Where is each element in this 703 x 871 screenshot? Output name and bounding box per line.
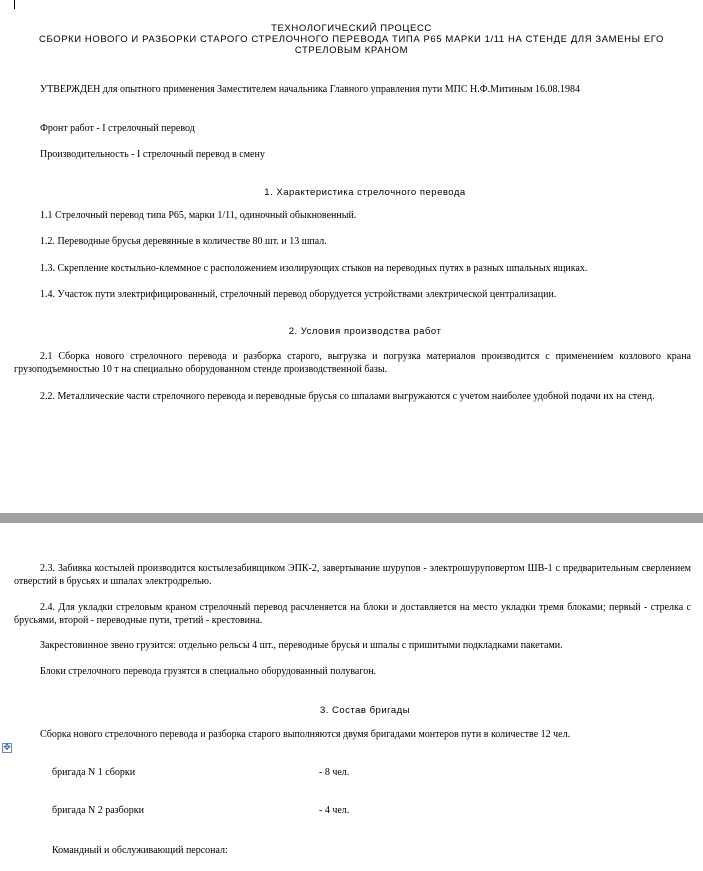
table-move-handle-icon[interactable]: ✥ — [3, 743, 11, 753]
section-3-intro: Сборка нового стрелочного перевода и разборка старого выполняются двумя бригадами монтеров пути в количестве 12 чел. — [40, 729, 571, 740]
document-title-line-2: СБОРКИ НОВОГО И РАЗБОРКИ СТАРОГО СТРЕЛОЧНОГО ПЕРЕВОДА ТИПА Р65 МАРКИ 1/11 НА СТЕНДЕ ДЛЯ ЗАМЕНЫ ЕГО — [39, 34, 664, 45]
crew-row-1-label: бригада N 1 сборки — [52, 767, 136, 778]
crew-row-2-value: - 4 чел. — [319, 805, 350, 816]
section-1-item-4: 1.4. Участок пути электрифицированный, стрелочный перевод оборудуется устройствами электрической централизации. — [40, 289, 557, 300]
section-2-paragraph-3: 2.3. Забивка костылей производится костылезабивщиком ЭПК-2, завертывание шурупов - электрошуруповертом ШВ-1 с предварительным сверлением отверстий в брусьях и шпалах электродрелью. — [14, 563, 691, 587]
page-separator — [0, 513, 703, 523]
section-1-item-1: 1.1 Стрелочный перевод типа Р65, марки 1/11, одиночный обыкновенный. — [40, 210, 357, 221]
section-3-heading: 3. Состав бригады — [319, 705, 411, 716]
approval-note: УТВЕРЖДЕН для опытного применения Заместителем начальника Главного управления пути МПС Н.Ф.Митиным 16.08.1984 — [40, 84, 581, 95]
crew-row-2-label: бригада N 2 разборки — [52, 805, 144, 816]
section-2-paragraph-6: Блоки стрелочного перевода грузятся в специально оборудованный полувагон. — [40, 666, 377, 677]
work-front: Фронт работ - I стрелочный перевод — [40, 123, 195, 134]
section-2-heading: 2. Условия производства работ — [288, 326, 442, 337]
section-2-paragraph-5: Закрестовинное звено грузится: отдельно рельсы 4 шт., переводные брусья и шпалы с пришитыми подкладками пакетами. — [40, 640, 563, 651]
section-1-item-3: 1.3. Скрепление костыльно-клеммное с расположением изолирующих стыков на переводных путях в разных шпальных ящиках. — [40, 263, 588, 274]
document-title-line-3: СТРЕЛОВЫМ КРАНОМ — [294, 45, 409, 56]
section-2-paragraph-4: 2.4. Для укладки стреловым краном стрелочный перевод расчленяется на блоки и доставляется на место укладки тремя блоками; первый - стрелка с брусьями, второй - переводные пути, третий - крестовина. — [14, 602, 691, 626]
section-1-heading: 1. Характеристика стрелочного перевода — [264, 187, 466, 198]
document-title-line-1: ТЕХНОЛОГИЧЕСКИЙ ПРОЦЕСС — [271, 23, 432, 34]
section-2-paragraph-1: 2.1 Сборка нового стрелочного перевода и разборка старого, выгрузка и погрузка материалов производится с применением козлового крана грузоподъемностью 10 т на специально оборудованном стенде производственной базы. — [14, 351, 691, 375]
staff-label: Командный и обслуживающий персонал: — [52, 845, 228, 856]
crew-row-1-value: - 8 чел. — [319, 767, 350, 778]
productivity: Производительность - I стрелочный перевод в смену — [40, 149, 265, 160]
section-2-paragraph-2: 2.2. Металлические части стрелочного перевода и переводные брусья со шпалами выгружаются с учетом наиболее удобной подачи их на стенд. — [40, 391, 655, 402]
section-1-item-2: 1.2. Переводные брусья деревянные в количестве 80 шт. и 13 шпал. — [40, 236, 327, 247]
